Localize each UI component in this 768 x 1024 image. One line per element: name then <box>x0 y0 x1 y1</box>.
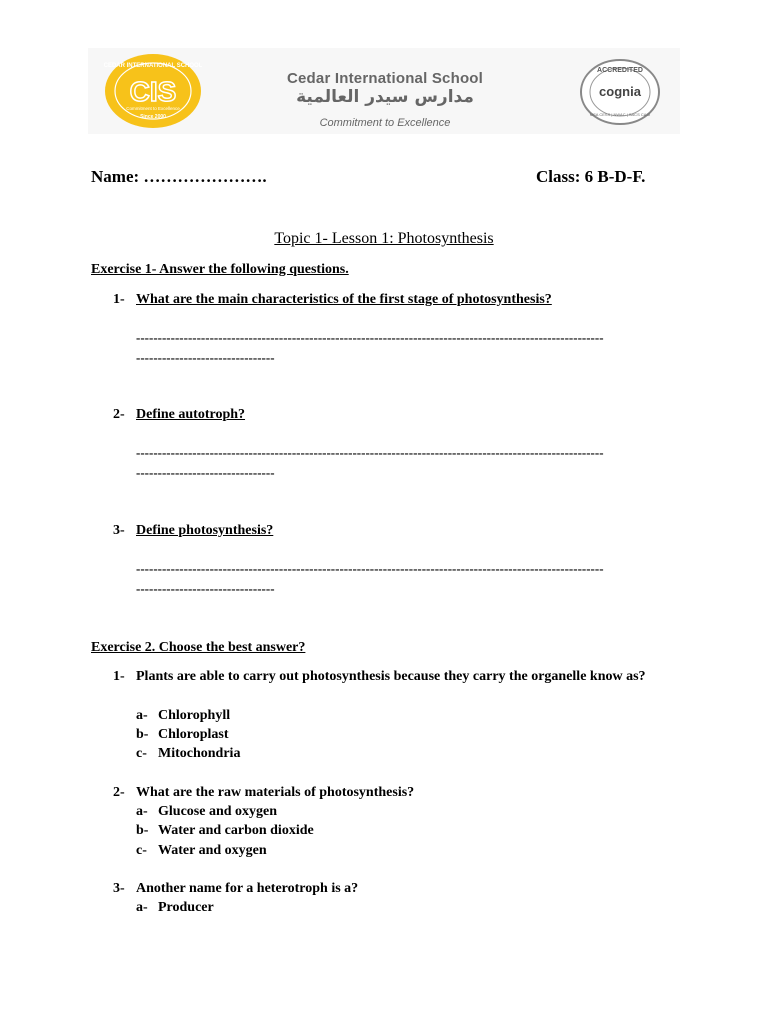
school-motto: Commitment to Excellence <box>319 117 451 129</box>
answer-line: ------------------------------------------------------------------------------------------------------------ <box>136 561 604 576</box>
question-text: What are the main characteristics of the first stage of photosynthesis? <box>136 292 552 307</box>
svg-text:Since 2000: Since 2000 <box>140 114 166 120</box>
cis-school-crest-icon <box>104 53 202 129</box>
svg-text:CEDAR INTERNATIONAL SCHOOL: CEDAR INTERNATIONAL SCHOOL <box>104 63 202 69</box>
svg-text:cognia: cognia <box>599 84 641 99</box>
option-text: Water and carbon dioxide <box>158 823 314 838</box>
question-text: Another name for a heterotroph is a? <box>136 881 359 896</box>
question-number: 1- <box>113 292 125 307</box>
answer-line: -------------------------------- <box>136 465 275 480</box>
answer-line: ------------------------------------------------------------------------------------------------------------ <box>136 445 604 460</box>
answer-line: -------------------------------- <box>136 350 275 365</box>
exercise-1-title: Exercise 1- Answer the following questions. <box>91 262 349 277</box>
svg-text:ACCREDITED: ACCREDITED <box>597 67 643 74</box>
option-text: Water and oxygen <box>158 843 267 858</box>
svg-text:Commitment to Excellence: Commitment to Excellence <box>126 106 180 111</box>
svg-text:MSA CESS | NWAC | SACS CASI: MSA CESS | NWAC | SACS CASI <box>589 112 651 117</box>
option-text: Chloroplast <box>158 727 229 742</box>
answer-line: -------------------------------- <box>136 581 275 596</box>
option-letter: c- <box>136 746 147 761</box>
svg-text:CIS: CIS <box>129 76 177 107</box>
question-number: 1- <box>113 669 125 684</box>
school-name: Cedar International School <box>286 70 484 87</box>
option-letter: a- <box>136 708 148 723</box>
option-letter: a- <box>136 804 148 819</box>
question-text: Plants are able to carry out photosynthesis because they carry the organelle know as? <box>136 669 646 684</box>
option-text: Glucose and oxygen <box>158 804 278 819</box>
school-name-arabic: مدارس سيدر العالمية <box>296 87 474 107</box>
question-text: Define photosynthesis? <box>136 523 274 538</box>
page-title: Topic 1- Lesson 1: Photosynthesis <box>274 230 494 247</box>
student-name-field: Name: …………………. <box>91 167 267 186</box>
option-letter: b- <box>136 823 149 838</box>
student-class-label: Class: 6 B-D-F. <box>536 167 646 186</box>
question-text: What are the raw materials of photosynthesis? <box>136 785 415 800</box>
question-number: 3- <box>113 881 125 896</box>
option-letter: c- <box>136 843 147 858</box>
question-number: 2- <box>113 785 125 800</box>
option-text: Mitochondria <box>158 746 241 761</box>
option-letter: a- <box>136 900 148 915</box>
option-letter: b- <box>136 727 149 742</box>
exercise-2-title: Exercise 2. Choose the best answer? <box>91 640 306 655</box>
option-text: Producer <box>158 900 214 915</box>
option-text: Chlorophyll <box>158 708 231 723</box>
answer-line: ------------------------------------------------------------------------------------------------------------ <box>136 330 604 345</box>
question-number: 2- <box>113 407 125 422</box>
cognia-accredited-seal-icon <box>579 58 661 126</box>
question-number: 3- <box>113 523 125 538</box>
question-text: Define autotroph? <box>136 407 246 422</box>
